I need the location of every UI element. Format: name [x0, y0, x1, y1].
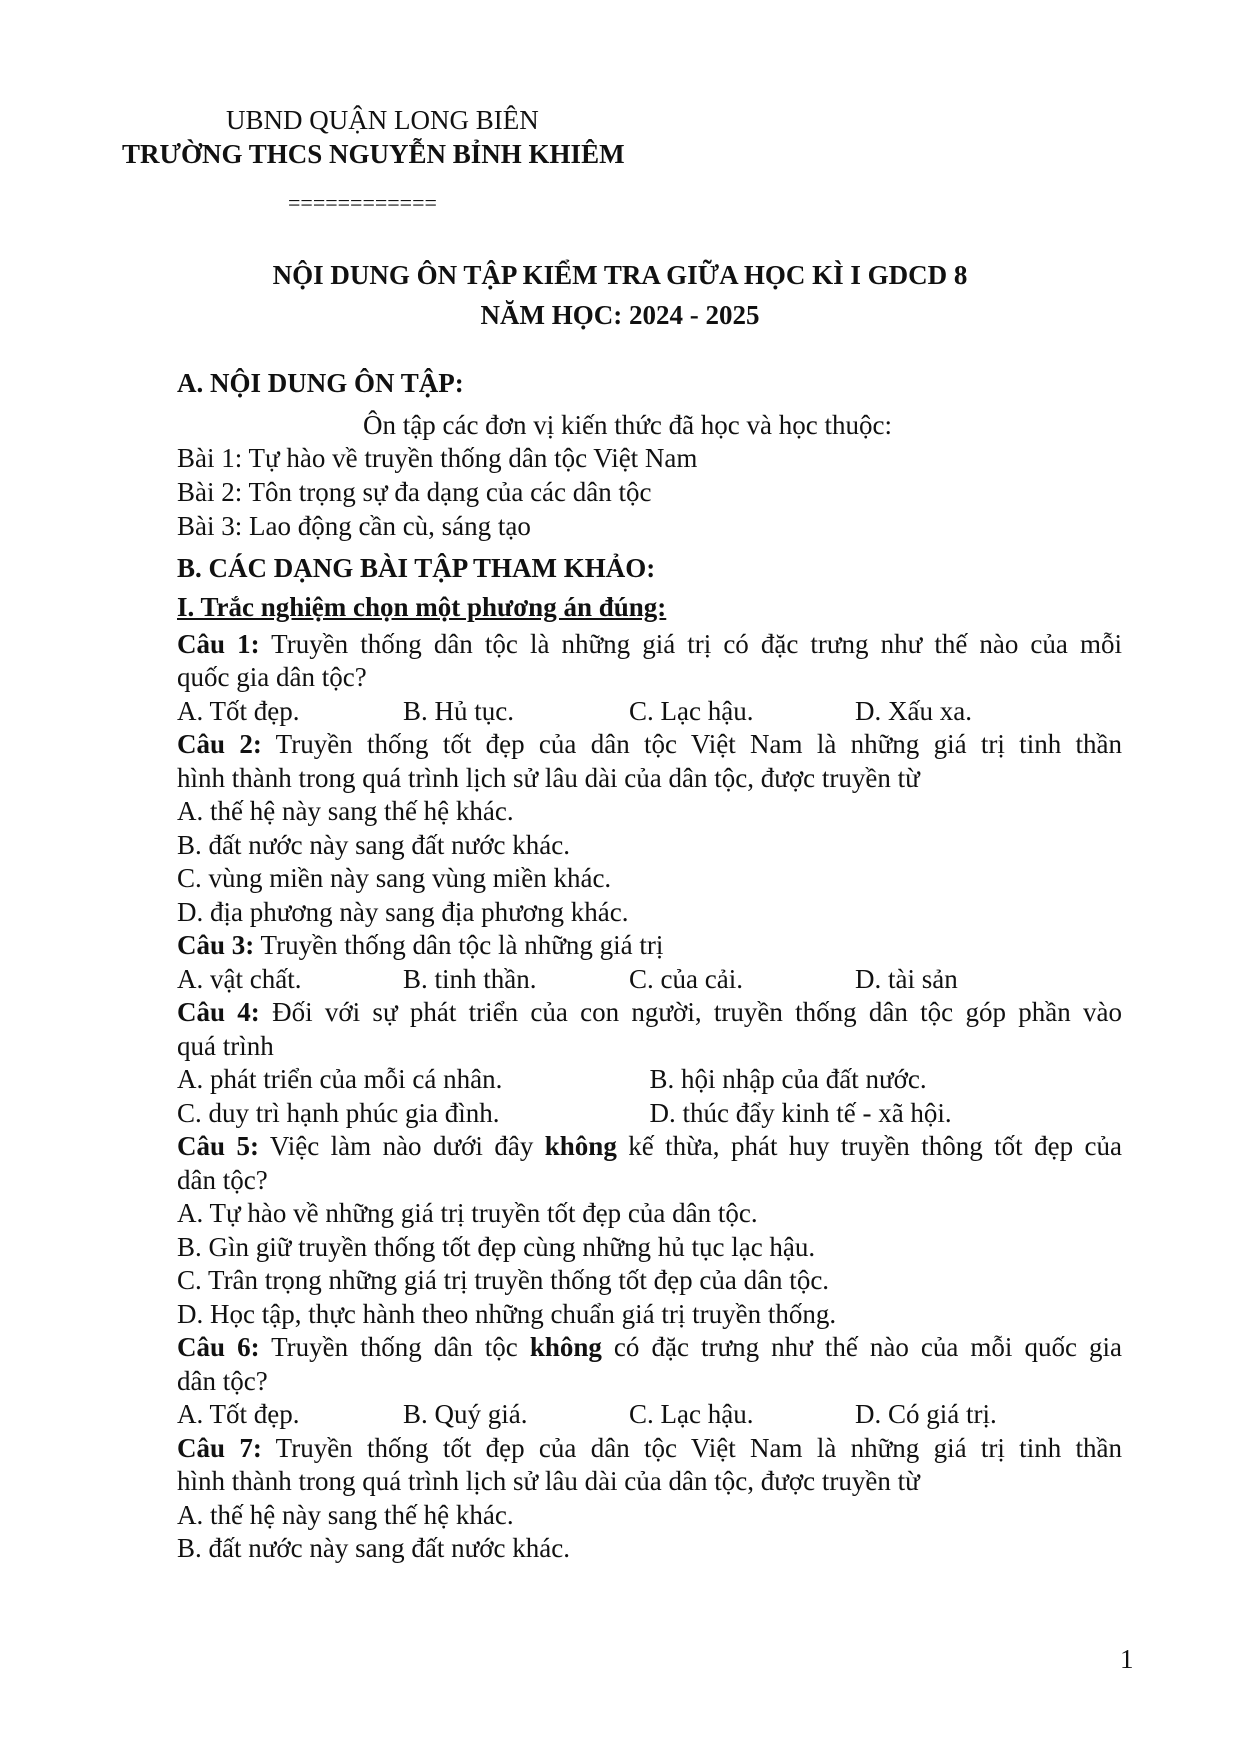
question-4-options-row-2 — [177, 1096, 1122, 1130]
header-divider: ============ — [288, 190, 437, 215]
option-d: D. Có giá trị. — [855, 1399, 997, 1429]
option-b: B. Hủ tục. — [403, 696, 514, 726]
option-a: A. thế hệ này sang thế hệ khác. — [177, 796, 514, 826]
emphasis-word: không — [529, 1332, 602, 1362]
question-1: Câu 1: Truyền thống dân tộc là những giá trị có đặc trưng như thế nào của mỗi — [177, 629, 1122, 659]
option-c: C. vùng miền này sang vùng miền khác. — [177, 863, 612, 893]
option-d: D. Học tập, thực hành theo những chuẩn giá trị truyền thống. — [177, 1299, 837, 1329]
question-7-line-2: hình thành trong quá trình lịch sử lâu dài của dân tộc, được truyền từ — [177, 1466, 920, 1496]
option-c: C. Trân trọng những giá trị truyền thống tốt đẹp của dân tộc. — [177, 1265, 830, 1295]
option-d: D. tài sản — [855, 964, 958, 994]
question-2: Câu 2: Truyền thống tốt đẹp của dân tộc Việt Nam là những giá trị tinh thần — [177, 729, 1122, 759]
question-label: Câu 4: — [177, 997, 260, 1027]
option-a: A. vật chất. — [177, 964, 302, 994]
authority-name: UBND QUẬN LONG BIÊN — [226, 105, 539, 135]
option-c: C. Lạc hậu. — [629, 1399, 754, 1429]
option-a: A. phát triển của mỗi cá nhân. — [177, 1064, 503, 1094]
option-b: B. Gìn giữ truyền thống tốt đẹp cùng những hủ tục lạc hậu. — [177, 1232, 816, 1262]
question-5-line-2: dân tộc? — [177, 1165, 268, 1195]
lesson-item: Bài 1: Tự hào về truyền thống dân tộc Việt Nam — [177, 443, 698, 473]
option-b: B. đất nước này sang đất nước khác. — [177, 1533, 570, 1563]
option-c: C. Lạc hậu. — [629, 696, 754, 726]
section-b-heading: B. CÁC DẠNG BÀI TẬP THAM KHẢO: — [177, 553, 656, 583]
question-5: Câu 5: Việc làm nào dưới đây không kế thừa, phát huy truyền thông tốt đẹp của — [177, 1131, 1122, 1161]
emphasis-word: không — [544, 1131, 617, 1161]
question-6-options — [177, 1397, 1122, 1431]
section-a-heading: A. NỘI DUNG ÔN TẬP: — [177, 368, 464, 398]
option-c: C. duy trì hạnh phúc gia đình. — [177, 1098, 500, 1128]
option-a: A. Tốt đẹp. — [177, 1399, 300, 1429]
school-year: NĂM HỌC: 2024 - 2025 — [480, 300, 760, 330]
question-1-options — [177, 694, 1122, 728]
question-3: Câu 3: Truyền thống dân tộc là những giá trị — [177, 930, 664, 960]
question-7: Câu 7: Truyền thống tốt đẹp của dân tộc Việt Nam là những giá trị tinh thần — [177, 1433, 1122, 1463]
option-b: B. hội nhập của đất nước. — [649, 1064, 927, 1094]
question-label: Câu 5: — [177, 1131, 259, 1161]
option-d: D. địa phương này sang địa phương khác. — [177, 897, 629, 927]
option-c: C. của cải. — [629, 964, 743, 994]
question-label: Câu 2: — [177, 729, 262, 759]
option-d: D. Xấu xa. — [855, 696, 972, 726]
option-d: D. thúc đẩy kinh tế - xã hội. — [649, 1098, 952, 1128]
question-label: Câu 3: — [177, 930, 255, 960]
question-6: Câu 6: Truyền thống dân tộc không có đặc trưng như thế nào của mỗi quốc gia — [177, 1332, 1122, 1362]
option-b: B. Quý giá. — [403, 1399, 528, 1429]
question-2-line-2: hình thành trong quá trình lịch sử lâu dài của dân tộc, được truyền từ — [177, 763, 920, 793]
school-name: TRƯỜNG THCS NGUYỄN BỈNH KHIÊM — [122, 139, 625, 169]
question-6-line-2: dân tộc? — [177, 1366, 268, 1396]
option-a: A. Tự hào về những giá trị truyền tốt đẹp của dân tộc. — [177, 1198, 758, 1228]
option-a: A. Tốt đẹp. — [177, 696, 300, 726]
document-title: NỘI DUNG ÔN TẬP KIỂM TRA GIỮA HỌC KÌ I GDCD 8 — [272, 260, 968, 290]
question-4: Câu 4: Đối với sự phát triển của con người, truyền thống dân tộc góp phần vào — [177, 997, 1122, 1027]
lesson-item: Bài 2: Tôn trọng sự đa dạng của các dân tộc — [177, 477, 652, 507]
part-1-heading: I. Trắc nghiệm chọn một phương án đúng: — [177, 592, 667, 622]
page-number: 1 — [1120, 1644, 1134, 1674]
option-a: A. thế hệ này sang thế hệ khác. — [177, 1500, 514, 1530]
option-b: B. đất nước này sang đất nước khác. — [177, 830, 570, 860]
question-label: Câu 7: — [177, 1433, 262, 1463]
lesson-item: Bài 3: Lao động cần cù, sáng tạo — [177, 511, 531, 541]
question-4-line-2: quá trình — [177, 1031, 274, 1061]
question-3-options — [177, 962, 1122, 996]
question-label: Câu 6: — [177, 1332, 260, 1362]
question-1-line-2: quốc gia dân tộc? — [177, 662, 367, 692]
question-4-options-row-1 — [177, 1062, 1122, 1096]
question-label: Câu 1: — [177, 629, 260, 659]
section-a-intro: Ôn tập các đơn vị kiến thức đã học và học thuộc: — [363, 410, 892, 440]
option-b: B. tinh thần. — [403, 964, 537, 994]
